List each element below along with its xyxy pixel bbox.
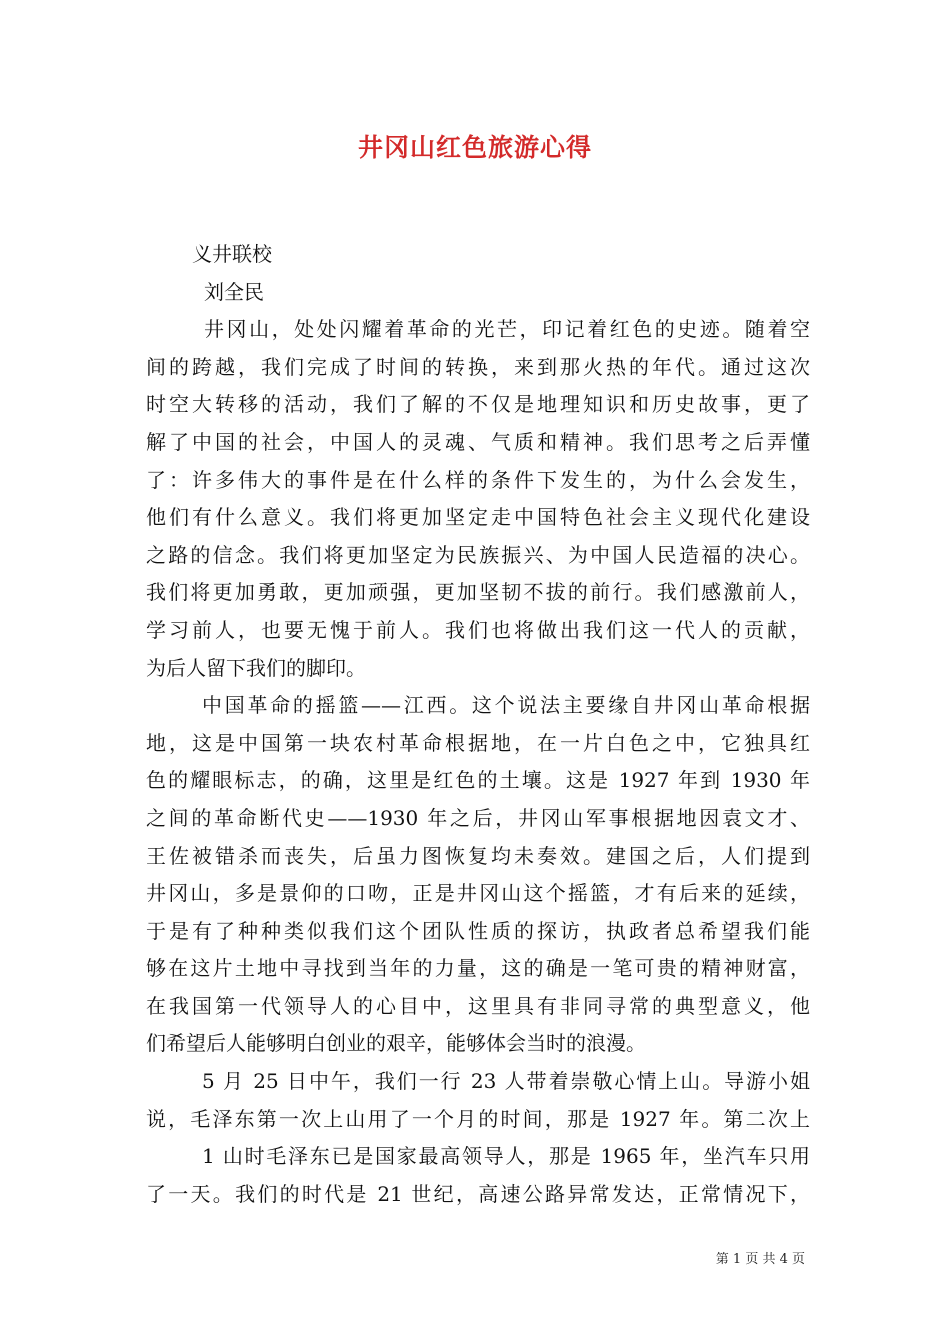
text-line: 井冈山，多是景仰的口吻，正是井冈山这个摇篮，才有后来的延续， bbox=[146, 881, 810, 906]
text-line: 为后人留下我们的脚印。 bbox=[146, 655, 366, 680]
text-line: 色的耀眼标志，的确，这里是红色的土壤。这是 1927 年到 1930 年 bbox=[146, 768, 810, 793]
page-number: 第 1 页 共 4 页 bbox=[715, 1252, 805, 1267]
text-line: 了：许多伟大的事件是在什么样的条件下发生的，为什么会发生， bbox=[146, 467, 810, 492]
text-line: 于是有了种种类似我们这个团队性质的探访，执政者总希望我们能 bbox=[146, 918, 810, 943]
text-line: 地，这是中国第一块农村革命根据地，在一片白色之中，它独具红 bbox=[146, 730, 810, 755]
text-line: 之路的信念。我们将更加坚定为民族振兴、为中国人民造福的决心。 bbox=[146, 542, 810, 567]
text-line: 了一天。我们的时代是 21 世纪，高速公路异常发达，正常情况下， bbox=[146, 1181, 810, 1206]
author-name: 刘全民 bbox=[204, 279, 264, 304]
text-line: 我们将更加勇敢，更加顽强，更加坚韧不拔的前行。我们感激前人， bbox=[146, 580, 810, 605]
text-line: 他们有什么意义。我们将更加坚定走中国特色社会主义现代化建设 bbox=[146, 505, 810, 530]
text-line: 说，毛泽东第一次上山用了一个月的时间，那是 1927 年。第二次上 bbox=[146, 1106, 810, 1131]
text-line: 在我国第一代领导人的心目中，这里具有非同寻常的典型意义，他 bbox=[146, 993, 810, 1018]
document-title: 井冈山红色旅游心得 bbox=[357, 133, 592, 162]
text-line: 1 山时毛泽东已是国家最高领导人，那是 1965 年，坐汽车只用 bbox=[202, 1144, 810, 1169]
text-line: 够在这片土地中寻找到当年的力量，这的确是一笔可贵的精神财富， bbox=[146, 956, 810, 981]
text-line: 们希望后人能够明白创业的艰辛，能够体会当时的浪漫。 bbox=[146, 1031, 646, 1056]
text-line: 5 月 25 日中午，我们一行 23 人带着崇敬心情上山。导游小姐 bbox=[202, 1069, 810, 1094]
text-line: 之间的革命断代史——1930 年之后，井冈山军事根据地因袁文才、 bbox=[146, 805, 810, 830]
text-line: 解了中国的社会，中国人的灵魂、气质和精神。我们思考之后弄懂 bbox=[146, 429, 810, 454]
text-line: 王佐被错杀而丧失，后虽力图恢复均未奏效。建国之后，人们提到 bbox=[146, 843, 810, 868]
text-line: 间的跨越，我们完成了时间的转换，来到那火热的年代。通过这次 bbox=[146, 354, 810, 379]
document-body bbox=[146, 236, 810, 1213]
text-line: 学习前人，也要无愧于前人。我们也将做出我们这一代人的贡献， bbox=[146, 617, 810, 642]
text-line: 中国革命的摇篮——江西。这个说法主要缘自井冈山革命根据 bbox=[202, 693, 810, 718]
text-line: 时空大转移的活动，我们了解的不仅是地理知识和历史故事，更了 bbox=[146, 392, 810, 417]
text-line: 井冈山，处处闪耀着革命的光芒，印记着红色的史迹。随着空 bbox=[204, 317, 810, 342]
school-name: 义井联校 bbox=[192, 242, 272, 266]
